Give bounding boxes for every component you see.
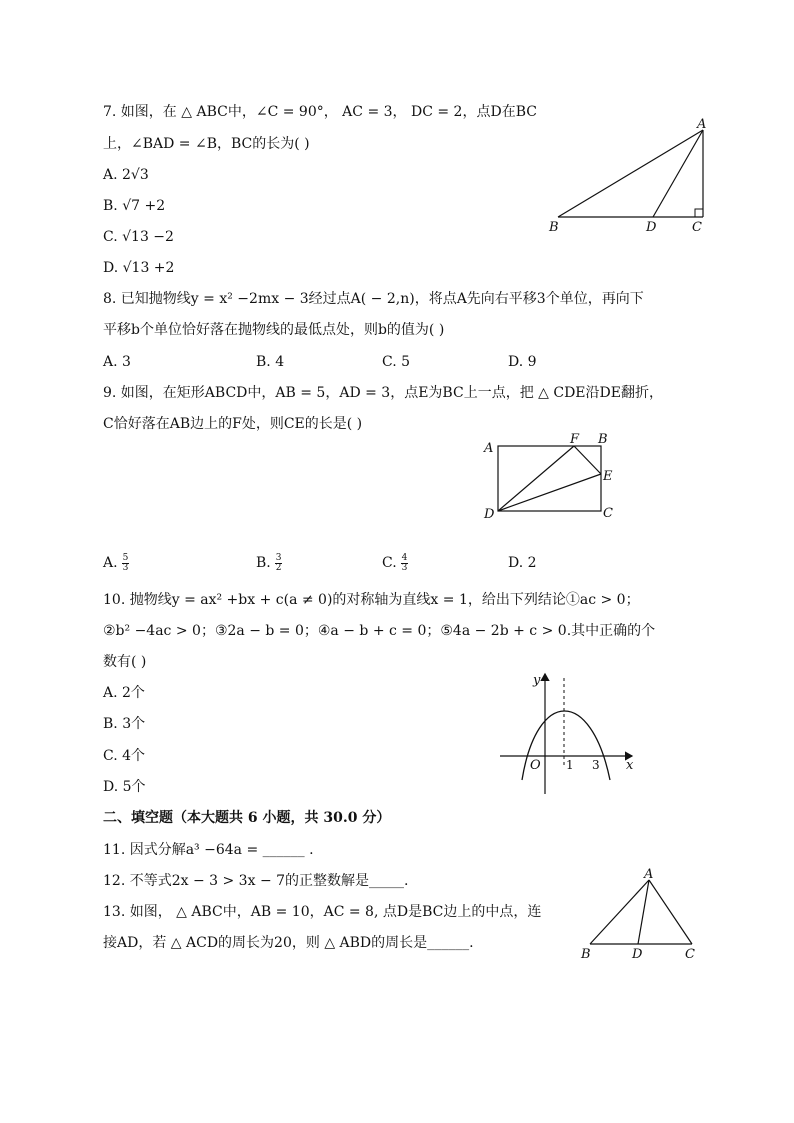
q7-option-a: A. 2√3 [103, 167, 149, 183]
q10-label-O: O [530, 758, 541, 773]
q9-stem-line2: C恰好落在AB边上的F处，则CE的长是( ) [103, 416, 363, 432]
q10-option-c: C. 4个 [103, 748, 146, 764]
q9-option-a-fraction: $\frac{5}{3}$ [122, 552, 129, 573]
q9-option-d: D. 2 [508, 555, 537, 571]
q7-stem-line1: 7. 如图，在 △ ABC中，∠C = 90°， AC = 3， DC = 2，点D在BC [103, 104, 537, 120]
q9-rectangle-figure [478, 428, 623, 524]
q7-label-B: B [549, 220, 559, 235]
q9-label-C: C [603, 506, 613, 521]
q10-stem-line1: 10. 抛物线y = ax² +bx + c(a ≠ 0)的对称轴为直线x = 1，给出下列结论①ac > 0； [103, 592, 640, 608]
q7-option-c: C. √13 −2 [103, 229, 174, 245]
q12-stem: 12. 不等式2x − 3 > 3x − 7的正整数解是_____. [103, 873, 409, 889]
q9-label-A: A [484, 441, 494, 456]
q9-option-b: B. $\frac{3}{2}$ [256, 552, 282, 573]
q9-option-b-fraction: $\frac{3}{2}$ [275, 552, 282, 573]
q7-label-A: A [697, 117, 707, 132]
q8-option-d: D. 9 [508, 354, 537, 370]
q9-option-c-fraction: $\frac{4}{3}$ [401, 552, 408, 573]
q10-stem-line2: ②b² −4ac > 0；③2a − b = 0；④a − b + c = 0；⑤4a − 2b + c > 0.其中正确的个 [103, 623, 656, 639]
q8-option-a: A. 3 [103, 354, 131, 370]
q7-label-C: C [692, 220, 702, 235]
q7-label-D: D [646, 220, 657, 235]
q8-stem-line1: 8. 已知抛物线y = x² −2mx − 3经过点A( − 2,n)，将点A先向右平移3个单位，再向下 [103, 291, 644, 307]
q13-stem-line1: 13. 如图， △ ABC中，AB = 10，AC = 8, 点D是BC边上的中点，连 [103, 904, 542, 920]
q13-label-B: B [581, 947, 591, 962]
q7-stem-line2: 上，∠BAD = ∠B，BC的长为( ) [103, 136, 310, 152]
q10-parabola-figure [492, 668, 642, 798]
q13-triangle-figure [575, 864, 705, 964]
q9-option-c: C. $\frac{4}{3}$ [382, 552, 408, 573]
q7-triangle-figure [540, 115, 720, 240]
q10-stem-line3: 数有( ) [103, 654, 147, 670]
q8-option-c: C. 5 [382, 354, 411, 370]
q13-label-D: D [632, 947, 643, 962]
q7-option-d: D. √13 +2 [103, 260, 175, 276]
q10-option-a: A. 2个 [103, 685, 145, 701]
q10-label-x: x [626, 758, 634, 773]
q9-stem-line1: 9. 如图，在矩形ABCD中，AB = 5，AD = 3，点E为BC上一点，把 △ CDE沿DE翻折， [103, 385, 663, 401]
q13-label-C: C [685, 947, 695, 962]
q9-option-a: A. $\frac{5}{3}$ [103, 552, 129, 573]
q8-stem-line2: 平移b个单位恰好落在抛物线的最低点处，则b的值为( ) [103, 322, 445, 338]
q13-label-A: A [644, 867, 654, 882]
q9-label-F: F [570, 432, 580, 447]
q10-option-d: D. 5个 [103, 779, 146, 795]
q8-option-b: B. 4 [256, 354, 285, 370]
q9-label-B: B [598, 432, 608, 447]
q10-tick-3: 3 [592, 758, 600, 772]
q7-option-b: B. √7 +2 [103, 198, 166, 214]
section-heading: 二、填空题（本大题共 6 小题，共 30.0 分） [103, 810, 391, 826]
q10-tick-1: 1 [566, 758, 574, 772]
q10-label-y: y [533, 673, 541, 688]
q9-label-E: E [603, 469, 613, 484]
q10-option-b: B. 3个 [103, 716, 146, 732]
q9-label-D: D [484, 507, 495, 522]
q11-stem: 11. 因式分解a³ −64a = ______ . [103, 842, 314, 858]
q13-stem-line2: 接AD，若 △ ACD的周长为20，则 △ ABD的周长是______. [103, 935, 474, 951]
